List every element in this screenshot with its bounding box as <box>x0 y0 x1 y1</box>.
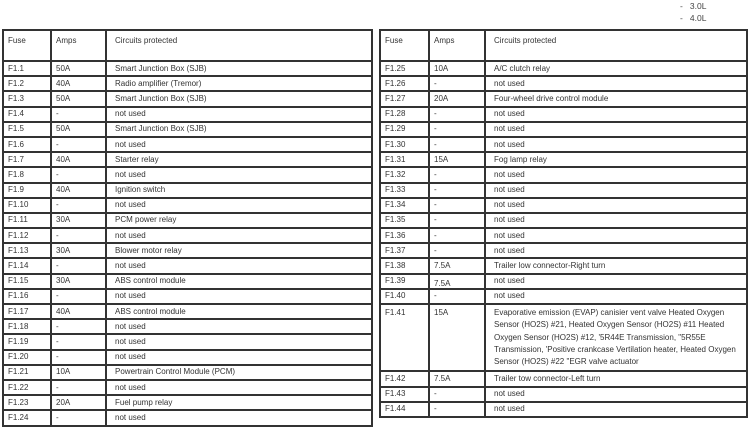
fuse-cell: F1.21 <box>3 365 51 380</box>
fuse-cell: F1.1 <box>3 61 51 76</box>
circuit-cell: Evaporative emission (EVAP) canisier vent valve Heated Oxygen Sensor (HO2S) #21, Heated Oxygen Sensor (HO2S) #11 Heated Oxygen Sensor (HO2S) #12, '5R44E Transmission, "5R55E Transmission, 'Positive crankcase Vertilation heater, Heated Oxygen Sensor (HO2S) #22 "EGR valve actuator <box>485 304 747 371</box>
fuse-cell: F1.37 <box>380 243 429 258</box>
fuse-cell: F1.43 <box>380 387 429 402</box>
fuse-cell: F1.9 <box>3 183 51 198</box>
fuse-cell: F1.39 <box>380 274 429 289</box>
amps-cell: - <box>51 289 106 304</box>
amps-value: 7.5A <box>434 279 451 289</box>
fuse-cell: F1.22 <box>3 380 51 395</box>
amps-cell: 40A <box>51 152 106 167</box>
fuse-cell: F1.6 <box>3 137 51 152</box>
circuit-cell: Ignition switch <box>106 183 372 198</box>
header-fuse: Fuse <box>380 30 429 61</box>
circuit-cell: Blower motor relay <box>106 243 372 258</box>
circuit-cell: not used <box>106 137 372 152</box>
amps-cell: - <box>429 243 485 258</box>
amps-cell: 50A <box>51 122 106 137</box>
amps-cell: - <box>429 137 485 152</box>
fuse-cell: F1.28 <box>380 107 429 122</box>
fuse-cell: F1.25 <box>380 61 429 76</box>
circuit-cell: A/C clutch relay <box>485 61 747 76</box>
amps-cell: 10A <box>51 365 106 380</box>
amps-cell: - <box>429 289 485 304</box>
amps-cell: 40A <box>51 76 106 91</box>
table-row <box>3 122 372 137</box>
fuse-cell: F1.20 <box>3 350 51 365</box>
circuit-cell: Four-wheel drive control module <box>485 91 747 106</box>
circuit-cell: not used <box>485 213 747 228</box>
fuse-cell: F1.8 <box>3 167 51 182</box>
circuit-cell: Smart Junction Box (SJB) <box>106 91 372 106</box>
circuit-cell: Fog lamp relay <box>485 152 747 167</box>
table-row <box>3 395 372 410</box>
amps-cell: - <box>51 228 106 243</box>
fuse-cell: F1.5 <box>3 122 51 137</box>
amps-cell: - <box>51 198 106 213</box>
fuse-cell: F1.17 <box>3 304 51 319</box>
table-row <box>3 410 372 425</box>
table-header-row <box>380 30 747 61</box>
circuit-cell: not used <box>106 319 372 334</box>
circuit-cell: Smart Junction Box (SJB) <box>106 122 372 137</box>
table-row <box>380 122 747 137</box>
table-row <box>3 137 372 152</box>
table-row <box>380 402 747 417</box>
circuit-cell: not used <box>485 167 747 182</box>
amps-cell: - <box>51 258 106 273</box>
amps-cell: 30A <box>51 243 106 258</box>
circuit-cell: not used <box>485 228 747 243</box>
table-row <box>3 289 372 304</box>
circuit-cell: not used <box>106 258 372 273</box>
table-row <box>3 365 372 380</box>
circuit-cell: not used <box>485 387 747 402</box>
circuit-cell: not used <box>485 107 747 122</box>
circuit-cell: Trailer tow connector-Left turn <box>485 371 747 386</box>
table-row <box>380 213 747 228</box>
table-row <box>380 137 747 152</box>
amps-cell: 15A <box>429 152 485 167</box>
fuse-cell: F1.44 <box>380 402 429 417</box>
circuit-cell: not used <box>106 107 372 122</box>
table-row <box>380 243 747 258</box>
circuit-cell: not used <box>106 289 372 304</box>
amps-cell <box>429 274 485 289</box>
fuse-cell: F1.7 <box>3 152 51 167</box>
circuit-cell: ABS control module <box>106 274 372 289</box>
amps-cell: 20A <box>429 91 485 106</box>
table-row <box>380 304 747 371</box>
table-row <box>380 152 747 167</box>
header-circuits: Circuits protected <box>485 30 747 61</box>
amps-cell: - <box>51 334 106 349</box>
circuit-cell: not used <box>485 274 747 289</box>
table-row <box>3 274 372 289</box>
fuse-cell: F1.36 <box>380 228 429 243</box>
table-row <box>3 152 372 167</box>
fuse-cell: F1.42 <box>380 371 429 386</box>
table-row <box>3 107 372 122</box>
header-fuse: Fuse <box>3 30 51 61</box>
table-row <box>3 198 372 213</box>
fuse-cell: F1.33 <box>380 183 429 198</box>
amps-cell: 50A <box>51 61 106 76</box>
table-row <box>380 371 747 386</box>
fuse-cell: F1.41 <box>380 304 429 371</box>
circuit-cell: Trailer low connector-Right turn <box>485 258 747 273</box>
fuse-cell: F1.19 <box>3 334 51 349</box>
circuit-cell: not used <box>106 167 372 182</box>
table-row <box>380 387 747 402</box>
circuit-cell: not used <box>106 198 372 213</box>
amps-cell: 20A <box>51 395 106 410</box>
circuit-cell: PCM power relay <box>106 213 372 228</box>
table-header-row <box>3 30 372 61</box>
fuse-cell: F1.30 <box>380 137 429 152</box>
amps-cell: 15A <box>429 304 485 371</box>
table-row <box>3 183 372 198</box>
header-amps: Amps <box>51 30 106 61</box>
table-row <box>380 274 747 289</box>
fuse-cell: F1.13 <box>3 243 51 258</box>
table-row <box>3 319 372 334</box>
amps-cell: - <box>429 387 485 402</box>
circuit-cell: Powertrain Control Module (PCM) <box>106 365 372 380</box>
circuit-cell: not used <box>485 198 747 213</box>
fuse-cell: F1.23 <box>3 395 51 410</box>
table-row <box>380 167 747 182</box>
amps-cell: - <box>429 183 485 198</box>
circuit-cell: not used <box>485 76 747 91</box>
engine-notes <box>680 0 706 24</box>
amps-cell: - <box>51 167 106 182</box>
amps-cell: - <box>429 107 485 122</box>
amps-cell: - <box>429 76 485 91</box>
table-row <box>3 228 372 243</box>
amps-cell: - <box>51 107 106 122</box>
amps-cell: - <box>51 319 106 334</box>
amps-cell: - <box>51 137 106 152</box>
fuse-cell: F1.38 <box>380 258 429 273</box>
table-row <box>380 183 747 198</box>
fuse-cell: F1.14 <box>3 258 51 273</box>
fuse-cell: F1.24 <box>3 410 51 425</box>
header-circuits: Circuits protected <box>106 30 372 61</box>
fuse-cell: F1.29 <box>380 122 429 137</box>
amps-cell: - <box>429 198 485 213</box>
table-row <box>3 380 372 395</box>
fuse-cell: F1.32 <box>380 167 429 182</box>
circuit-cell: not used <box>485 402 747 417</box>
table-row <box>380 289 747 304</box>
amps-cell: 30A <box>51 213 106 228</box>
table-row <box>380 258 747 273</box>
amps-cell: 7.5A <box>429 371 485 386</box>
circuit-cell: not used <box>485 137 747 152</box>
fuse-cell: F1.27 <box>380 91 429 106</box>
circuit-cell: ABS control module <box>106 304 372 319</box>
amps-cell: 7.5A <box>429 258 485 273</box>
fuse-cell: F1.18 <box>3 319 51 334</box>
table-row <box>380 91 747 106</box>
fuse-cell: F1.3 <box>3 91 51 106</box>
fuse-cell: F1.26 <box>380 76 429 91</box>
table-row <box>3 91 372 106</box>
amps-cell: - <box>429 167 485 182</box>
table-row <box>3 213 372 228</box>
table-row <box>380 107 747 122</box>
amps-cell: - <box>429 402 485 417</box>
amps-cell: 40A <box>51 183 106 198</box>
fuse-table-left <box>2 29 373 427</box>
table-row <box>3 350 372 365</box>
note-4-0l: - 4.0L <box>680 13 707 23</box>
table-row <box>3 334 372 349</box>
table-row <box>380 228 747 243</box>
fuse-cell: F1.2 <box>3 76 51 91</box>
circuit-cell: not used <box>485 183 747 198</box>
table-row <box>3 76 372 91</box>
fuse-cell: F1.16 <box>3 289 51 304</box>
amps-cell: 50A <box>51 91 106 106</box>
table-row <box>380 76 747 91</box>
fuse-cell: F1.34 <box>380 198 429 213</box>
fuse-cell: F1.11 <box>3 213 51 228</box>
table-row <box>380 61 747 76</box>
circuit-cell: not used <box>106 334 372 349</box>
amps-cell: - <box>51 380 106 395</box>
table-row <box>3 61 372 76</box>
amps-cell: - <box>429 228 485 243</box>
circuit-cell: not used <box>485 243 747 258</box>
fuse-table-right <box>379 29 748 418</box>
circuit-cell: not used <box>106 410 372 425</box>
fuse-cell: F1.15 <box>3 274 51 289</box>
amps-cell: 10A <box>429 61 485 76</box>
amps-cell: 30A <box>51 274 106 289</box>
table-row <box>3 304 372 319</box>
circuit-cell: not used <box>106 350 372 365</box>
table-row <box>380 198 747 213</box>
fuse-cell: F1.4 <box>3 107 51 122</box>
note-3-0l: - 3.0L <box>680 1 707 11</box>
circuit-cell: Fuel pump relay <box>106 395 372 410</box>
circuit-cell: Smart Junction Box (SJB) <box>106 61 372 76</box>
table-row <box>3 258 372 273</box>
circuit-cell: not used <box>485 122 747 137</box>
table-row <box>3 243 372 258</box>
circuit-cell: Starter relay <box>106 152 372 167</box>
circuit-cell: not used <box>485 289 747 304</box>
fuse-cell: F1.35 <box>380 213 429 228</box>
fuse-cell: F1.31 <box>380 152 429 167</box>
circuit-cell: not used <box>106 380 372 395</box>
amps-cell: - <box>51 410 106 425</box>
circuit-cell: Radio amplifier (Tremor) <box>106 76 372 91</box>
fuse-cell: F1.12 <box>3 228 51 243</box>
header-amps: Amps <box>429 30 485 61</box>
amps-cell: 40A <box>51 304 106 319</box>
amps-cell: - <box>429 213 485 228</box>
fuse-cell: F1.40 <box>380 289 429 304</box>
fuse-cell: F1.10 <box>3 198 51 213</box>
table-row <box>3 167 372 182</box>
circuit-cell: not used <box>106 228 372 243</box>
amps-cell: - <box>429 122 485 137</box>
amps-cell: - <box>51 350 106 365</box>
